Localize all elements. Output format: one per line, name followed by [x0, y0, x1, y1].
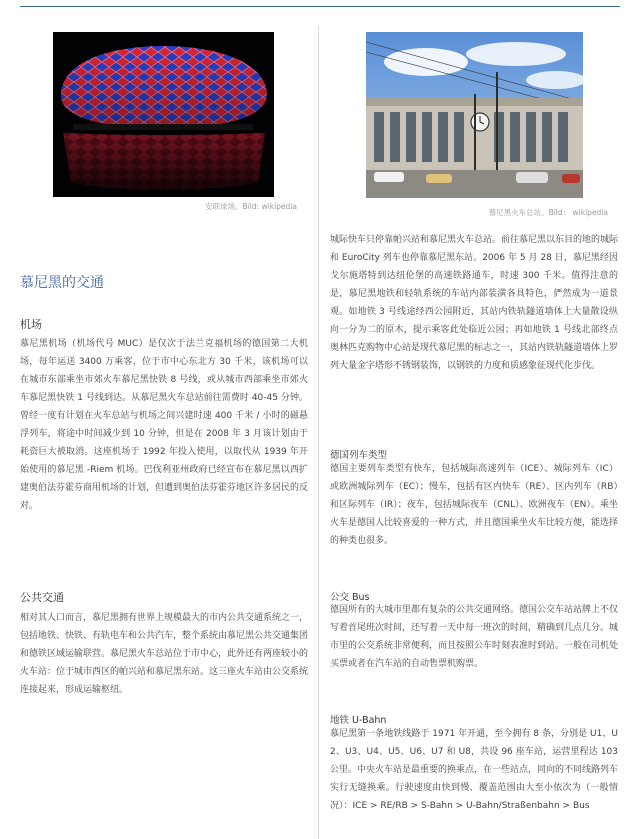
- station-caption: 慕尼黑火车总站。Bild： wikipedia: [488, 208, 608, 217]
- airport-heading: 机场: [20, 318, 42, 331]
- ubahn-heading: 地铁 U-Bahn: [330, 715, 387, 726]
- arena-caption: 安联球场。Bild: wikipedia: [205, 202, 297, 211]
- bus-heading: 公交 Bus: [330, 592, 370, 603]
- train-types-paragraph: 德国主要列车类型有快车，包括城际高速列车（ICE）、城际列车（IC）或欧洲城际列车（EC）；慢车，包括有区内快车（RE）、区内列车（RB）和区际列车（IR）；夜车，包括城际夜车（CNL）、欧洲夜车（EN）。乘坐火车是德国人比较喜爱的一种方式，并且德国乘坐火车比较方便，能选择的种类也很多。: [330, 464, 619, 546]
- section-title: 慕尼黑的交通: [20, 275, 104, 291]
- train-types-heading: 德国列车类型: [330, 450, 388, 461]
- public-transport-paragraph: 相对其人口而言，慕尼黑拥有世界上规模最大的市内公共交通系统之一，包括地铁、快铁、有轨电车和公共汽车，整个系统由慕尼黑公共交通集团和德铁区域运输联营。慕尼黑火车总站位于市中心，此外还有两座较小的火车站：位于城市西区的帕兴站和慕尼黑东站。这三座火车站由公交系统连接起来，形成运输枢纽。: [20, 613, 309, 695]
- airport-paragraph: 慕尼黑机场（机场代号 MUC）是仅次于法兰克福机场的德国第二大机场，每年运送 3400 万乘客，位于市中心东北方 30 千米，该机场可以在城市东部乘坐市郊火车慕尼黑快铁 8 号线，或从城市西部乘坐市郊火车慕尼黑快铁 1 号线到达。从慕尼黑火车总站前往需费时 40-45 分钟。曾经一度有计划在火车总站与机场之间兴建时速 400 千米 / 小时的磁悬浮列车，将途中时间减少到 10 分钟，但是在 2008 年 3 月该计划由于耗资巨大被取消。这座机场于 1992 年投入使用，以取代从 1939 年开始使用的慕尼黑 -Riem 机场。巴伐利亚州政府已经宣布在慕尼黑以西扩建奥伯法芬霍芬商用机场的计划，但遭到奥伯法芬霍芬地区许多居民的反对。: [20, 339, 309, 511]
- intercity-paragraph: 城际快车只停靠帕兴站和慕尼黑火车总站。前往慕尼黑以东目的地的城际和 EuroCity 列车也停靠慕尼黑东站。2006 年 5 月 28 日，慕尼黑经因戈尔施塔特到达纽伦堡的高速铁路通车，时速 300 千米。值得注意的是，慕尼黑地铁和轻轨系统的车站内部装潢各具特色，俨然成为一道景观。如地铁 3 号线途经西公园附近，其站内铁轨隧道墙体上大量散设纵向一分为二的原木，提示乘客此处临近公园；再如地铁 1 号线北部终点奥林匹克购物中心站是现代慕尼黑的标志之一，其站内铁轨隧道墙体上罗列大量金字塔形不锈钢装饰，以钢铁的力度和质感象征现代化步伐。: [330, 235, 619, 371]
- munich-station-photo: [366, 32, 583, 198]
- top-rule: [20, 6, 620, 7]
- public-transport-heading: 公共交通: [20, 591, 64, 604]
- ubahn-paragraph: 慕尼黑第一条地铁线路于 1971 年开通，至今拥有 8 条，分别是 U1、U2、U3、U4、U5、U6、U7 和 U8，共设 96 座车站，运营里程达 103 公里。中央火车站是最重要的换乘点，在一些站点，同向的不同线路列车实行无缝换乘。行驶速度由快到慢、覆盖范围由大至小依次为（一般情况）：ICE > RE/RB > S-Bahn > U-Bahn/Straßenbahn > Bus: [330, 729, 619, 811]
- allianz-arena-photo: [53, 32, 274, 197]
- bus-paragraph: 德国所有的大城市里都有复杂的公共交通网络。德国公交车站站牌上不仅写着首尾班次时间，还写着一天中每一班次的时间，精确到几点几分。城市里的公交系统非常便利，而且按照公车时刻表准时到站。一般在司机处买票或者在汽车站的自动售票机购票。: [330, 605, 619, 669]
- column-divider: [318, 26, 319, 839]
